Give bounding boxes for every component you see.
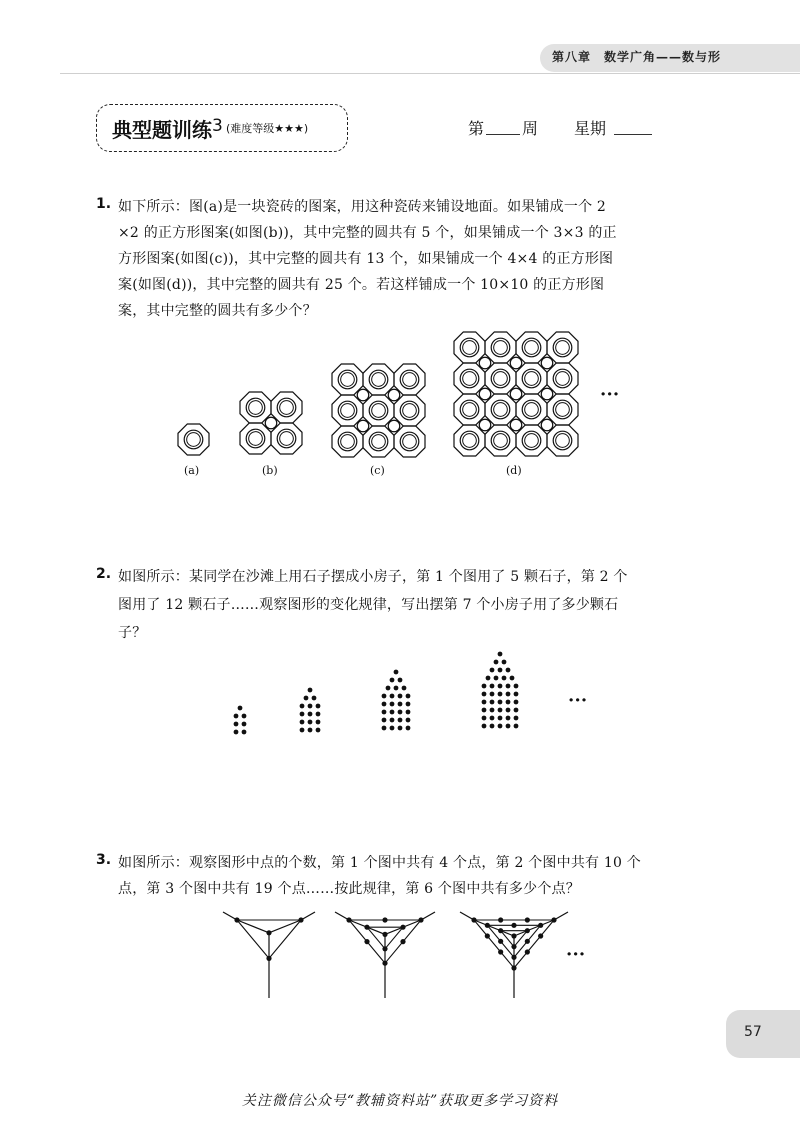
stone-dot [234, 730, 239, 735]
tile-inner-circle [556, 403, 570, 417]
stone-dot [490, 684, 495, 689]
stone-dot [482, 692, 487, 697]
stone-dot [308, 704, 313, 709]
tile-inner-circle [556, 372, 570, 386]
stone-dot [390, 710, 395, 715]
stone-dot [234, 714, 239, 719]
tile-octagon [485, 332, 516, 363]
question-1-line: 如下所示：图(a)是一块瓷砖的图案，用这种瓷砖来铺设地面。如果铺成一个 2 [118, 199, 607, 215]
stone-dot [308, 712, 313, 717]
stone-dot [316, 712, 321, 717]
stone-dot [514, 700, 519, 705]
junction-circle [265, 417, 277, 429]
tile-figure-c [332, 364, 425, 457]
question-2-number: 2. [96, 566, 112, 582]
tile-octagon [271, 423, 302, 454]
junction-circle [479, 357, 491, 369]
stone-dot [398, 694, 403, 699]
junction-circle [479, 419, 491, 431]
tile-octagon [454, 394, 485, 425]
tile-octagon [363, 364, 394, 395]
stone-dot [406, 726, 411, 731]
junction-circle [510, 419, 522, 431]
caption-c: (c) [370, 464, 385, 477]
edge-dot [382, 917, 387, 922]
question-3-line: 点，第 3 个图中共有 19 个点……按此规律，第 6 个图中共有多少个点？ [118, 881, 580, 897]
edge-dot [525, 917, 530, 922]
stone-dot [398, 702, 403, 707]
stone-dot [490, 716, 495, 721]
q1-ellipsis: ··· [600, 384, 620, 405]
tile-inner-circle [249, 401, 263, 415]
tile-octagon [485, 425, 516, 456]
tile-octagon [454, 363, 485, 394]
tile-inner-circle [403, 373, 417, 387]
stone-dot [486, 676, 491, 681]
tile-inner-circle [556, 434, 570, 448]
junction-circle [388, 420, 400, 432]
edge-dot [525, 939, 530, 944]
tile-figure-d [454, 332, 578, 456]
page-number-tab [726, 1010, 800, 1058]
junction-circle [510, 388, 522, 400]
tile-inner-circle [494, 341, 508, 355]
tile-figure-a [178, 424, 210, 456]
tile-octagon [332, 426, 363, 457]
chapter-header: 第八章 数学广角——数与形 [552, 50, 722, 64]
stone-dot [498, 724, 503, 729]
section-title: 典型题训练 [112, 118, 212, 142]
stone-dot [316, 704, 321, 709]
vertex-dot [400, 925, 405, 930]
tile-octagon [516, 394, 547, 425]
stone-dot [498, 684, 503, 689]
tile-octagon [485, 394, 516, 425]
vertex-dot [234, 917, 239, 922]
tile-inner-circle [249, 432, 263, 446]
junction-circle [388, 389, 400, 401]
edge-dot [485, 933, 490, 938]
triangle-figure-3 [454, 910, 574, 1000]
triangle-figure-1 [214, 910, 324, 1000]
tile-inner-circle [372, 373, 386, 387]
tile-octagon [485, 363, 516, 394]
tile-octagon [454, 425, 485, 456]
weekday-label: 星期 [574, 119, 607, 138]
stone-dot [490, 692, 495, 697]
stone-dot [490, 708, 495, 713]
stone-dot [300, 704, 305, 709]
tile-octagon [516, 363, 547, 394]
vertex-dot [471, 917, 476, 922]
question-3-number: 3. [96, 852, 112, 868]
vertex-dot [538, 923, 543, 928]
stone-dot [390, 718, 395, 723]
week-label-di: 第 [468, 119, 485, 138]
tile-inner-circle [341, 404, 355, 418]
week-blank [486, 134, 520, 135]
question-3-line: 如图所示：观察图形中点的个数，第 1 个图中共有 4 个点，第 2 个图中共有 10 个 [118, 855, 641, 871]
tile-inner-circle [341, 435, 355, 449]
stone-dot [482, 684, 487, 689]
stone-dot [406, 710, 411, 715]
stone-dot [398, 726, 403, 731]
edge-dot [498, 949, 503, 954]
stone-dot [304, 696, 309, 701]
tile-inner-circle [556, 341, 570, 355]
vertex-dot [266, 956, 271, 961]
tile-octagon [240, 423, 271, 454]
edge-dot [538, 933, 543, 938]
junction-circle [479, 388, 491, 400]
tile-octagon [394, 426, 425, 457]
week-label-zhou: 周 [522, 119, 539, 138]
stone-dot [394, 686, 399, 691]
house-figure-1 [232, 704, 250, 732]
edge-dot [498, 939, 503, 944]
stone-dot [506, 668, 511, 673]
caption-b: (b) [262, 464, 278, 477]
stone-dot [494, 660, 499, 665]
tile-inner-circle [494, 372, 508, 386]
vertex-dot [485, 923, 490, 928]
stone-dot [506, 708, 511, 713]
footer-note: 关注微信公众号“教辅资料站”获取更多学习资料 [241, 1093, 559, 1109]
edge-dot [400, 939, 405, 944]
vertex-dot [498, 928, 503, 933]
stone-dot [242, 722, 247, 727]
tile-octagon [394, 364, 425, 395]
stone-dot [506, 700, 511, 705]
stone-dot [382, 718, 387, 723]
question-1-number: 1. [96, 196, 112, 212]
question-2-line: 如图所示：某同学在沙滩上用石子摆成小房子，第 1 个图用了 5 颗石子，第 2 个 [118, 569, 628, 585]
junction-circle [357, 420, 369, 432]
stone-dot [402, 686, 407, 691]
weekday-blank [614, 134, 652, 135]
tile-octagon [332, 364, 363, 395]
center-dot [511, 933, 516, 938]
stone-dot [498, 652, 503, 657]
stone-dot [406, 718, 411, 723]
stone-dot [514, 708, 519, 713]
stone-dot [382, 694, 387, 699]
junction-circle [357, 389, 369, 401]
tile-octagon [516, 332, 547, 363]
edge-dot [511, 923, 516, 928]
stone-dot [390, 678, 395, 683]
tile-octagon [271, 392, 302, 423]
stone-dot [498, 668, 503, 673]
edge-dot [364, 939, 369, 944]
stone-dot [382, 702, 387, 707]
stone-dot [506, 684, 511, 689]
stone-dot [300, 712, 305, 717]
tile-octagon [178, 424, 209, 455]
stone-dot [234, 722, 239, 727]
edge-dot [525, 949, 530, 954]
tile-inner-circle [280, 432, 294, 446]
vertex-dot [511, 955, 516, 960]
vertex-dot [346, 917, 351, 922]
stone-dot [498, 716, 503, 721]
stone-dot [502, 660, 507, 665]
tile-inner-circle [494, 403, 508, 417]
tile-octagon [454, 332, 485, 363]
tile-inner-circle [403, 404, 417, 418]
difficulty-label: (难度等级★★★) [226, 122, 309, 135]
edge-dot [498, 917, 503, 922]
question-1-line: ×2 的正方形图案(如图(b))，其中完整的圆共有 5 个，如果铺成一个 3×3 的正 [118, 225, 617, 241]
stone-dot [482, 700, 487, 705]
junction-circle [541, 357, 553, 369]
stone-dot [490, 700, 495, 705]
tile-inner-circle [403, 435, 417, 449]
stone-dot [510, 676, 515, 681]
tile-octagon [394, 395, 425, 426]
question-2-line: 图用了 12 颗石子……观察图形的变化规律，写出摆第 7 个小房子用了多少颗石 [118, 597, 619, 613]
vertex-dot [551, 917, 556, 922]
center-dot [382, 932, 387, 937]
house-figure-2 [298, 686, 332, 732]
tile-octagon [547, 394, 578, 425]
stone-dot [390, 726, 395, 731]
stone-dot [394, 670, 399, 675]
tile-inner-circle [187, 433, 201, 447]
tile-octagon [547, 363, 578, 394]
vertex-dot [511, 965, 516, 970]
tile-inner-circle [341, 373, 355, 387]
vertex-dot [511, 944, 516, 949]
q2-ellipsis: ··· [568, 690, 588, 711]
tile-inner-circle [525, 403, 539, 417]
tile-octagon [516, 425, 547, 456]
tile-inner-circle [372, 404, 386, 418]
junction-circle [541, 388, 553, 400]
stone-dot [406, 694, 411, 699]
tile-inner-circle [280, 401, 294, 415]
stone-dot [406, 702, 411, 707]
stone-dot [514, 684, 519, 689]
stone-dot [482, 716, 487, 721]
vertex-dot [382, 961, 387, 966]
center-dot [266, 930, 271, 935]
stone-dot [502, 676, 507, 681]
stone-dot [514, 692, 519, 697]
tile-inner-circle [525, 434, 539, 448]
stone-dot [390, 702, 395, 707]
tile-figure-b [240, 392, 304, 456]
stone-dot [300, 720, 305, 725]
stone-dot [382, 726, 387, 731]
tile-inner-circle [463, 372, 477, 386]
stone-dot [398, 710, 403, 715]
vertex-dot [418, 917, 423, 922]
stone-dot [316, 728, 321, 733]
section-number: 3 [212, 116, 223, 136]
house-figure-3 [380, 668, 426, 732]
stone-dot [390, 694, 395, 699]
stone-dot [398, 718, 403, 723]
tile-inner-circle [525, 372, 539, 386]
house-figure-4 [480, 650, 538, 732]
vertex-dot [364, 925, 369, 930]
stone-dot [398, 678, 403, 683]
stone-dot [490, 668, 495, 673]
tile-octagon [363, 426, 394, 457]
tile-octagon [547, 332, 578, 363]
junction-circle [510, 357, 522, 369]
caption-d: (d) [506, 464, 522, 477]
tile-octagon [332, 395, 363, 426]
question-2-line: 子？ [118, 625, 147, 641]
stone-dot [382, 710, 387, 715]
tile-inner-circle [525, 341, 539, 355]
stone-dot [514, 724, 519, 729]
stone-dot [482, 708, 487, 713]
stone-dot [514, 716, 519, 721]
junction-circle [541, 419, 553, 431]
vertex-dot [525, 928, 530, 933]
q3-ellipsis: ··· [566, 944, 586, 965]
header-rule [60, 73, 800, 74]
tile-inner-circle [463, 341, 477, 355]
tile-inner-circle [494, 434, 508, 448]
question-1-line: 案(如图(d))，其中完整的圆共有 25 个。若这样铺成一个 10×10 的正方形图 [118, 277, 605, 293]
stone-dot [506, 692, 511, 697]
tile-inner-circle [372, 435, 386, 449]
stone-dot [308, 688, 313, 693]
stone-dot [490, 724, 495, 729]
stone-dot [482, 724, 487, 729]
caption-a: (a) [184, 464, 200, 477]
tile-octagon [547, 425, 578, 456]
stone-dot [238, 706, 243, 711]
stone-dot [308, 720, 313, 725]
stone-dot [498, 700, 503, 705]
stone-dot [308, 728, 313, 733]
stone-dot [242, 730, 247, 735]
stone-dot [386, 686, 391, 691]
stone-dot [316, 720, 321, 725]
vertex-dot [382, 946, 387, 951]
tile-inner-circle [463, 434, 477, 448]
tile-inner-circle [463, 403, 477, 417]
question-1-line: 案，其中完整的圆共有多少个？ [118, 303, 317, 319]
stone-dot [312, 696, 317, 701]
vertex-dot [298, 917, 303, 922]
tile-octagon [240, 392, 271, 423]
page-number: 57 [744, 1024, 762, 1040]
triangle-figure-2 [330, 910, 440, 1000]
stone-dot [506, 716, 511, 721]
stone-dot [506, 724, 511, 729]
stone-dot [242, 714, 247, 719]
stone-dot [498, 708, 503, 713]
stone-dot [494, 676, 499, 681]
stone-dot [300, 728, 305, 733]
stone-dot [498, 692, 503, 697]
tile-octagon [363, 395, 394, 426]
question-1-line: 方形图案(如图(c))，其中完整的圆共有 13 个，如果铺成一个 4×4 的正方形图 [118, 251, 614, 267]
